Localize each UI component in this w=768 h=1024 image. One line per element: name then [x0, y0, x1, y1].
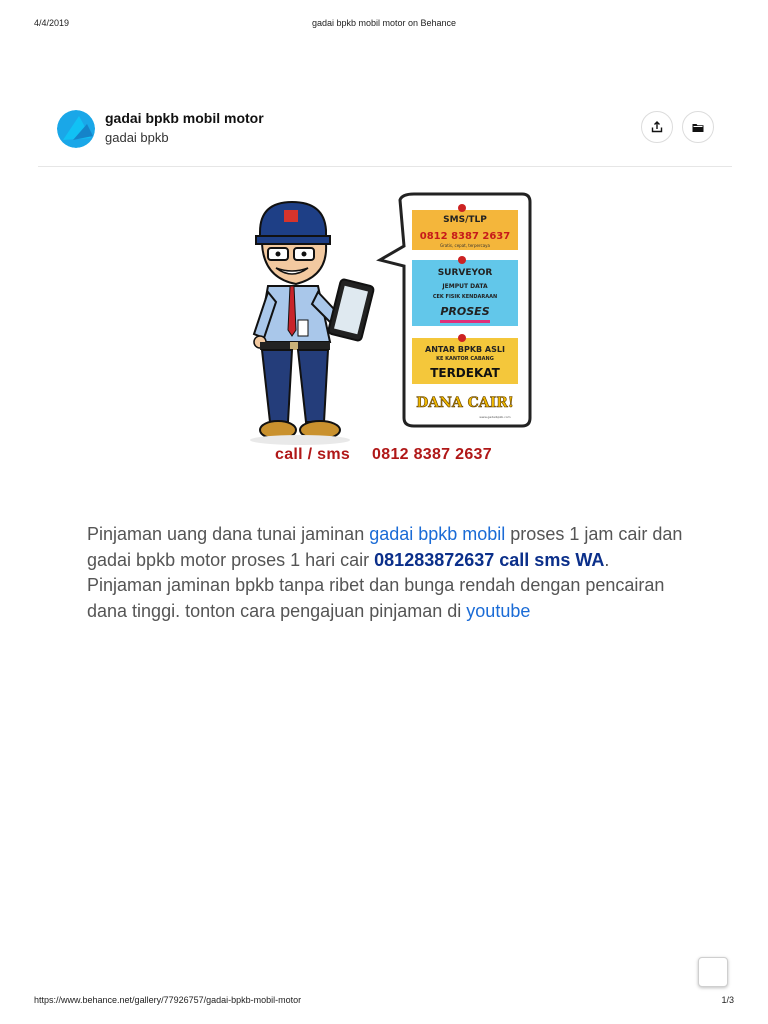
print-page-number: 1/3	[721, 995, 734, 1005]
owner-avatar[interactable]	[57, 110, 95, 148]
bubble-step3-line2: KE KANTOR CABANG	[436, 356, 494, 362]
bubble-step2-heading: SURVEYOR	[437, 268, 493, 278]
youtube-link[interactable]: youtube	[466, 600, 531, 621]
print-footer	[0, 995, 768, 1007]
bubble-step1-heading: SMS/TLP	[443, 215, 487, 225]
description-text: Pinjaman uang dana tunai jaminan	[87, 524, 370, 544]
description-text: .	[604, 549, 610, 570]
cartoon-illustration	[240, 192, 532, 470]
artwork-caption-phone: 0812 8387 2637	[372, 446, 492, 463]
bubble-step2-line2: CEK FISIK KENDARAAN	[432, 294, 498, 300]
print-url: https://www.behance.net/gallery/77926757/gadai-bpkb-mobil-motor	[34, 995, 302, 1005]
bubble-step2-line3: PROSES	[440, 305, 490, 318]
description-text: Pinjaman jaminan bpkb tanpa ribet dan bunga rendah dengan pencairan dana tinggi. tonton cara pengajuan pinjaman di	[87, 575, 665, 621]
project-owner[interactable]: gadai bpkb	[105, 130, 169, 145]
bubble-step1-phone: 0812 8387 2637	[419, 231, 511, 242]
bubble-banner: DANA CAIR!	[416, 395, 514, 411]
description-paragraph-2	[87, 573, 697, 624]
bubble-site: www.gadaibpkb.com	[479, 415, 511, 419]
share-button[interactable]	[641, 111, 673, 143]
bubble-step3-line1: ANTAR BPKB ASLI	[425, 345, 505, 354]
description-paragraph-1	[87, 522, 697, 573]
project-header	[38, 100, 732, 167]
avatar-logo-icon	[57, 110, 95, 148]
share-icon	[651, 121, 663, 133]
artwork-caption	[275, 446, 514, 464]
project-image	[240, 192, 532, 470]
print-date: 4/4/2019	[34, 18, 70, 28]
print-title: gadai bpkb mobil motor on Behance	[311, 18, 457, 28]
save-to-collection-button[interactable]	[682, 111, 714, 143]
scroll-to-top-button[interactable]	[698, 957, 728, 987]
print-header	[0, 18, 768, 30]
phone-link[interactable]: 081283872637 call sms WA	[374, 549, 605, 570]
project-title[interactable]: gadai bpkb mobil motor	[105, 110, 264, 126]
gadai-bpkb-mobil-link[interactable]: gadai bpkb mobil	[369, 524, 506, 544]
project-description	[87, 522, 697, 624]
bubble-step3-line3: TERDEKAT	[430, 366, 500, 380]
bubble-step1-note: Gratis, cepat, terpercaya	[440, 243, 490, 248]
artwork-caption-left: call / sms	[275, 446, 351, 463]
bubble-step2-line1: JEMPUT DATA	[442, 283, 488, 290]
folder-icon	[692, 122, 704, 133]
description-text: proses 1 jam cair dan gadai bpkb motor proses 1 hari cair	[87, 524, 683, 570]
